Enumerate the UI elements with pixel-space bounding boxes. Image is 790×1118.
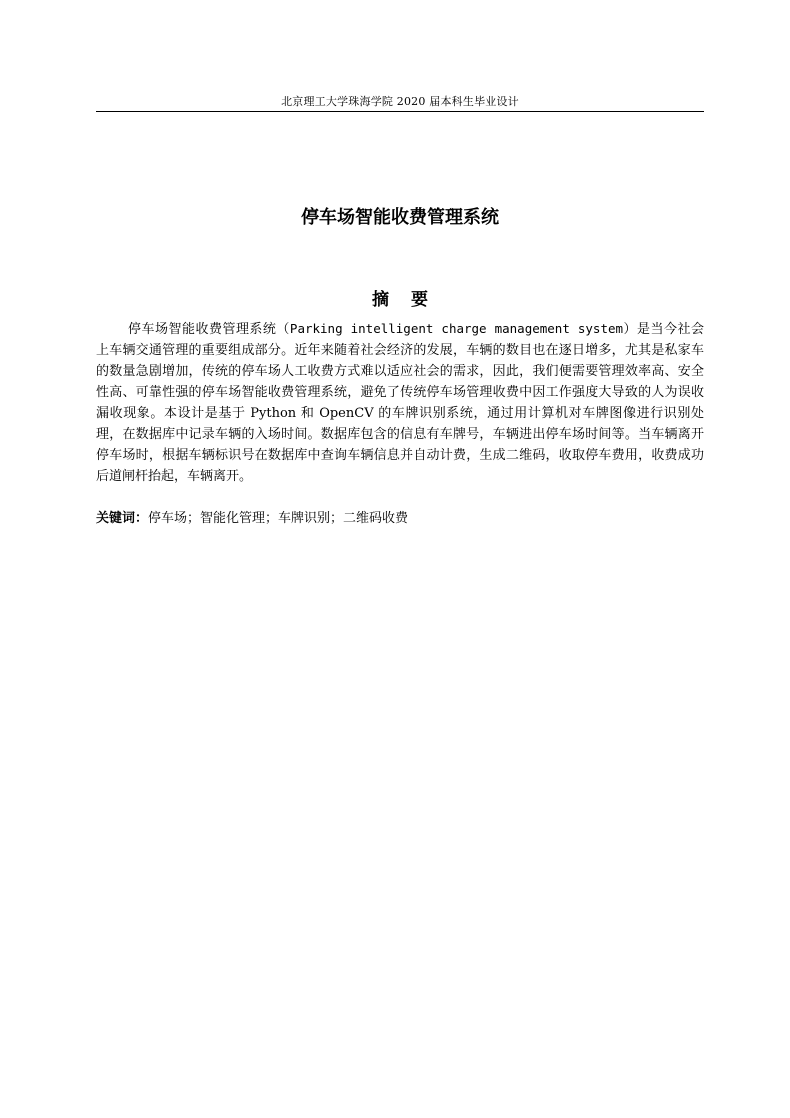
header-divider	[96, 111, 704, 112]
abstract-body-pre: 停车场智能收费管理系统（	[128, 322, 290, 337]
abstract-body-english-term: Parking intelligent charge management system	[289, 321, 624, 336]
abstract-heading-left: 摘	[372, 290, 389, 310]
keywords-text: 停车场；智能化管理；车牌识别；二维码收费	[148, 511, 409, 526]
abstract-body-post: ）是当今社会上车辆交通管理的重要组成部分。近年来随着社会经济的发展，车辆的数目也在逐日增多，尤其是私家车的数量急剧增加，传统的停车场人工收费方式难以适应社会的需求，因此，我们便需要管理效率高、安全性高、可靠性强的停车场智能收费管理系统，避免了传统停车场管理收费中因工作强度大导致的人为误收漏收现象。本设计是基于 Python 和 OpenCV 的车牌识别系统，通过用计算机对车牌图像进行识别处理，在数据库中记录车辆的入场时间。数据库包含的信息有车牌号，车辆进出停车场时间等。当车辆离开停车场时，根据车辆标识号在数据库中查询车辆信息并自动计费，生成二维码，收取停车费用，收费成功后道闸杆抬起，车辆离开。	[96, 322, 704, 484]
abstract-heading-right: 要	[411, 290, 428, 310]
keywords-line	[96, 508, 704, 529]
abstract-heading	[96, 289, 704, 311]
abstract-body	[96, 318, 704, 487]
page-header: 北京理工大学珠海学院 2020 届本科生毕业设计	[281, 95, 519, 108]
document-title: 停车场智能收费管理系统	[301, 207, 499, 228]
keywords-label: 关键词：	[96, 511, 149, 526]
